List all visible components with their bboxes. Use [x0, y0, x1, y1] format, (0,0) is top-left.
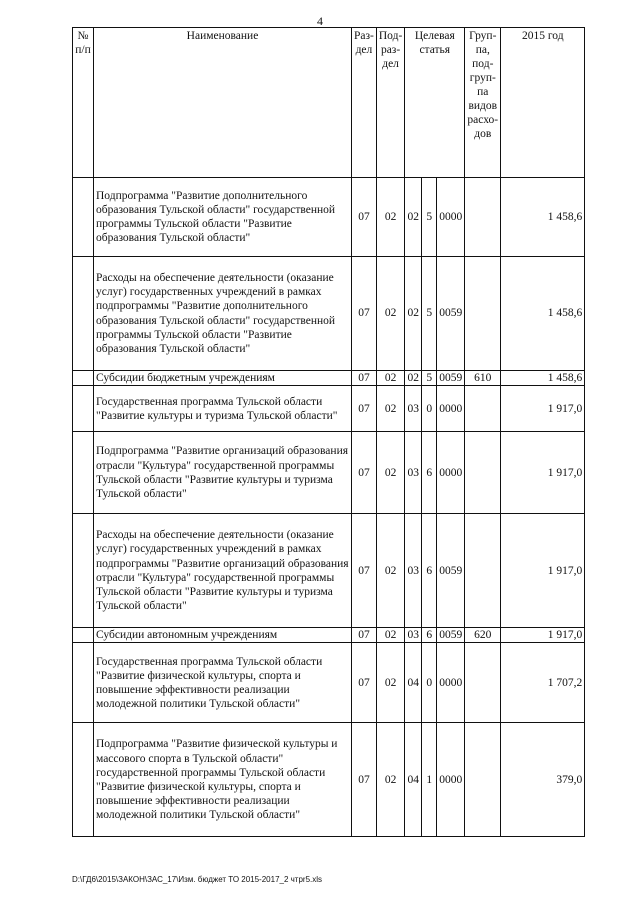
cell-target-3: 0000	[437, 723, 465, 837]
cell-razdel: 07	[352, 514, 377, 628]
cell-name: Государственная программа Тульской области "Развитие культуры и туризма Тульской области"	[94, 386, 352, 432]
cell-razdel: 07	[352, 432, 377, 514]
table-row	[73, 257, 585, 371]
cell-name: Расходы на обеспечение деятельности (оказание услуг) государственных учреждений в рамках подпрограммы "Развитие дополнительного образования Тульской области" государственной программы Тульской области "Развитие образования Тульской области"	[94, 257, 352, 371]
cell-group	[465, 386, 501, 432]
cell-group: 610	[465, 371, 501, 386]
cell-target-1: 02	[405, 371, 422, 386]
cell-target-2: 0	[422, 643, 437, 723]
cell-num	[73, 386, 94, 432]
cell-razdel: 07	[352, 386, 377, 432]
cell-value: 1 458,6	[501, 178, 585, 257]
cell-podrazdel: 02	[376, 643, 404, 723]
cell-value: 379,0	[501, 723, 585, 837]
cell-value: 1 917,0	[501, 514, 585, 628]
cell-razdel: 07	[352, 371, 377, 386]
cell-podrazdel: 02	[376, 371, 404, 386]
cell-name: Подпрограмма "Развитие дополнительного образования Тульской области" государственной программы Тульской области "Развитие образования Тульской области"	[94, 178, 352, 257]
header-num: № п/п	[73, 28, 94, 178]
cell-name: Субсидии автономным учреждениям	[94, 628, 352, 643]
cell-name: Подпрограмма "Развитие организаций образования отрасли "Культура" государственной программы Тульской области "Развитие культуры и туризма Тульской области"	[94, 432, 352, 514]
cell-num	[73, 514, 94, 628]
cell-group	[465, 643, 501, 723]
cell-target-1: 03	[405, 386, 422, 432]
budget-table	[72, 27, 585, 837]
cell-name: Государственная программа Тульской области "Развитие физической культуры, спорта и повышение эффективности реализации молодежной политики Тульской области"	[94, 643, 352, 723]
cell-podrazdel: 02	[376, 386, 404, 432]
cell-value: 1 458,6	[501, 371, 585, 386]
cell-num	[73, 371, 94, 386]
cell-target-2: 6	[422, 432, 437, 514]
header-name: Наименование	[94, 28, 352, 178]
cell-name: Расходы на обеспечение деятельности (оказание услуг) государственных учреждений в рамках подпрограммы "Развитие организаций образования отрасли "Культура" государственной программы Тульской области "Развитие культуры и туризма Тульской области"	[94, 514, 352, 628]
footer-file-path: D:\ГД6\2015\ЗАКОН\ЗАС_17\Изм. бюджет ТО 2015-2017_2 чтpr5.xls	[72, 875, 323, 884]
cell-target-1: 03	[405, 628, 422, 643]
cell-num	[73, 628, 94, 643]
cell-podrazdel: 02	[376, 514, 404, 628]
cell-target-3: 0000	[437, 178, 465, 257]
header-razdel: Раз-дел	[352, 28, 377, 178]
table-row	[73, 723, 585, 837]
header-year: 2015 год	[501, 28, 585, 178]
cell-target-1: 04	[405, 643, 422, 723]
cell-group: 620	[465, 628, 501, 643]
cell-group	[465, 257, 501, 371]
cell-value: 1 707,2	[501, 643, 585, 723]
cell-razdel: 07	[352, 257, 377, 371]
cell-target-2: 5	[422, 178, 437, 257]
cell-razdel: 07	[352, 178, 377, 257]
table-row	[73, 371, 585, 386]
table-row	[73, 514, 585, 628]
table-row	[73, 628, 585, 643]
cell-razdel: 07	[352, 643, 377, 723]
cell-podrazdel: 02	[376, 178, 404, 257]
cell-target-3: 0000	[437, 386, 465, 432]
cell-target-2: 5	[422, 371, 437, 386]
cell-target-3: 0059	[437, 628, 465, 643]
cell-target-1: 02	[405, 257, 422, 371]
cell-podrazdel: 02	[376, 257, 404, 371]
cell-group	[465, 432, 501, 514]
cell-podrazdel: 02	[376, 628, 404, 643]
cell-name: Подпрограмма "Развитие физической культуры и массового спорта в Тульской области" государственной программы Тульской области "Развитие физической культуры, спорта и повышение эффективности реализации молодежной политики Тульской области"	[94, 723, 352, 837]
cell-group	[465, 723, 501, 837]
cell-group	[465, 514, 501, 628]
page-number: 4	[317, 14, 323, 28]
cell-razdel: 07	[352, 723, 377, 837]
header-target: Целевая статья	[405, 28, 465, 178]
header-group: Груп-па, под-груп-па видов расхо-дов	[465, 28, 501, 178]
cell-target-2: 6	[422, 514, 437, 628]
cell-target-2: 5	[422, 257, 437, 371]
cell-target-2: 6	[422, 628, 437, 643]
table-row	[73, 178, 585, 257]
cell-target-2: 1	[422, 723, 437, 837]
cell-num	[73, 432, 94, 514]
cell-podrazdel: 02	[376, 432, 404, 514]
cell-target-1: 02	[405, 178, 422, 257]
cell-value: 1 917,0	[501, 628, 585, 643]
cell-num	[73, 178, 94, 257]
cell-target-1: 03	[405, 514, 422, 628]
cell-target-3: 0059	[437, 371, 465, 386]
cell-group	[465, 178, 501, 257]
cell-num	[73, 257, 94, 371]
cell-num	[73, 643, 94, 723]
cell-target-2: 0	[422, 386, 437, 432]
cell-value: 1 917,0	[501, 386, 585, 432]
header-podrazdel: Под-раз-дел	[376, 28, 404, 178]
table-row	[73, 432, 585, 514]
table-row	[73, 386, 585, 432]
table-row	[73, 643, 585, 723]
cell-num	[73, 723, 94, 837]
cell-name: Субсидии бюджетным учреждениям	[94, 371, 352, 386]
cell-target-3: 0000	[437, 643, 465, 723]
cell-target-1: 03	[405, 432, 422, 514]
cell-target-3: 0059	[437, 257, 465, 371]
cell-value: 1 458,6	[501, 257, 585, 371]
cell-value: 1 917,0	[501, 432, 585, 514]
cell-razdel: 07	[352, 628, 377, 643]
table-header	[73, 28, 585, 178]
cell-podrazdel: 02	[376, 723, 404, 837]
cell-target-1: 04	[405, 723, 422, 837]
cell-target-3: 0000	[437, 432, 465, 514]
cell-target-3: 0059	[437, 514, 465, 628]
